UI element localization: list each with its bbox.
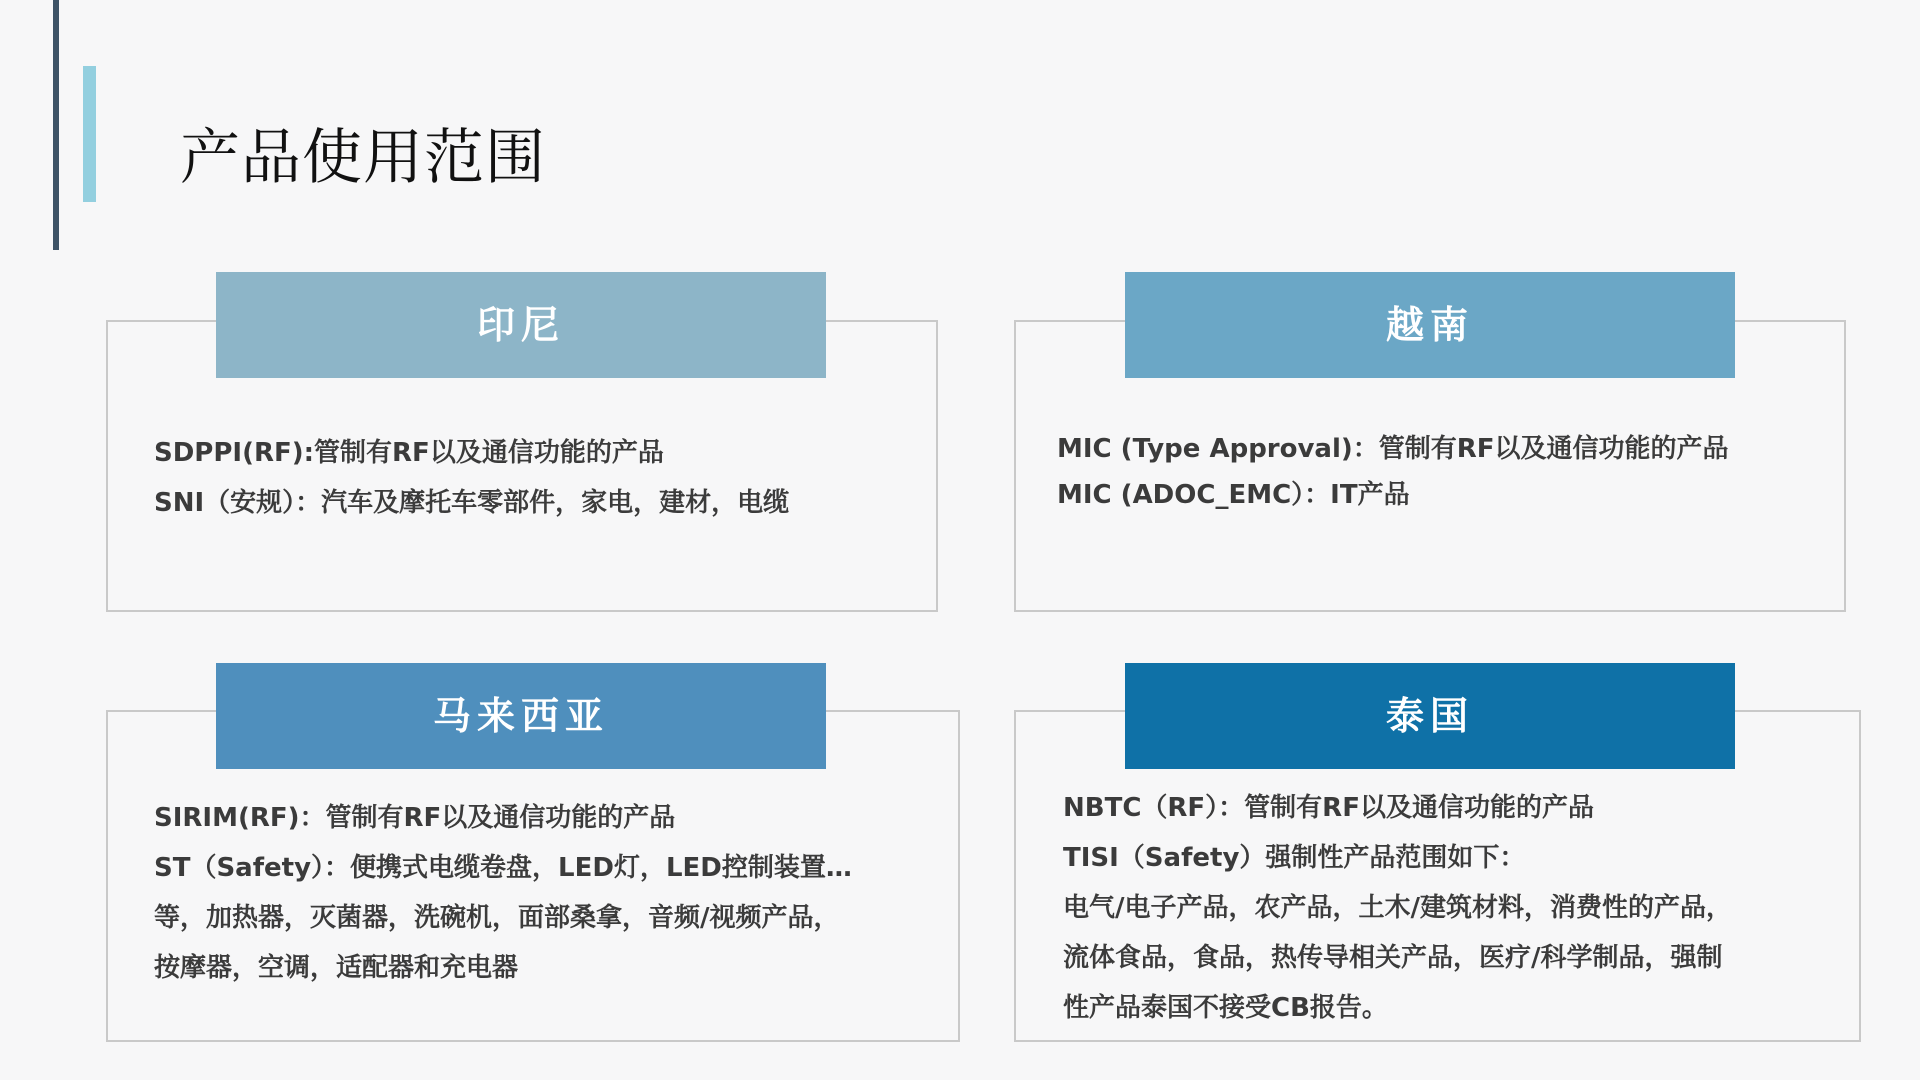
card-malaysia-line-1: SIRIM(RF)：管制有RF以及通信功能的产品	[154, 803, 676, 833]
page-title: 产品使用范围	[180, 123, 546, 193]
card-thailand-line-5: 性产品泰国不接受CB报告。	[1063, 993, 1388, 1023]
card-vietnam-header: 越南	[1125, 272, 1735, 378]
card-thailand-header: 泰国	[1125, 663, 1735, 769]
card-malaysia-line-4: 按摩器，空调，适配器和充电器	[154, 953, 519, 983]
card-malaysia-line-3: 等，加热器，灭菌器，洗碗机，面部桑拿，音频/视频产品，	[154, 903, 840, 933]
card-indonesia-line-2: SNI（安规）：汽车及摩托车零部件，家电，建材，电缆	[154, 488, 790, 518]
accent-bar-light	[83, 66, 96, 202]
card-indonesia-body	[154, 428, 789, 528]
card-thailand-line-2: TISI（Safety）强制性产品范围如下：	[1063, 843, 1526, 873]
card-indonesia-line-1: SDPPI(RF):管制有RF以及通信功能的产品	[154, 438, 664, 468]
card-indonesia-header: 印尼	[216, 272, 826, 378]
card-thailand-line-4: 流体食品，食品，热传导相关产品，医疗/科学制品，强制	[1063, 943, 1723, 973]
card-vietnam-body	[1057, 426, 1729, 518]
card-vietnam-line-2: MIC (ADOC_EMC）：IT产品	[1057, 480, 1410, 510]
card-thailand-line-3: 电气/电子产品，农产品，土木/建筑材料，消费性的产品，	[1063, 893, 1732, 923]
card-malaysia-line-2: ST（Safety）：便携式电缆卷盘，LED灯，LED控制装置…	[154, 853, 852, 883]
card-thailand-line-1: NBTC（RF）：管制有RF以及通信功能的产品	[1063, 793, 1594, 823]
card-thailand-body	[1063, 783, 1732, 1033]
card-vietnam-line-1: MIC (Type Approval)：管制有RF以及通信功能的产品	[1057, 434, 1729, 464]
card-malaysia-header: 马来西亚	[216, 663, 826, 769]
card-malaysia-body	[154, 793, 852, 993]
accent-bar-dark	[53, 0, 59, 250]
